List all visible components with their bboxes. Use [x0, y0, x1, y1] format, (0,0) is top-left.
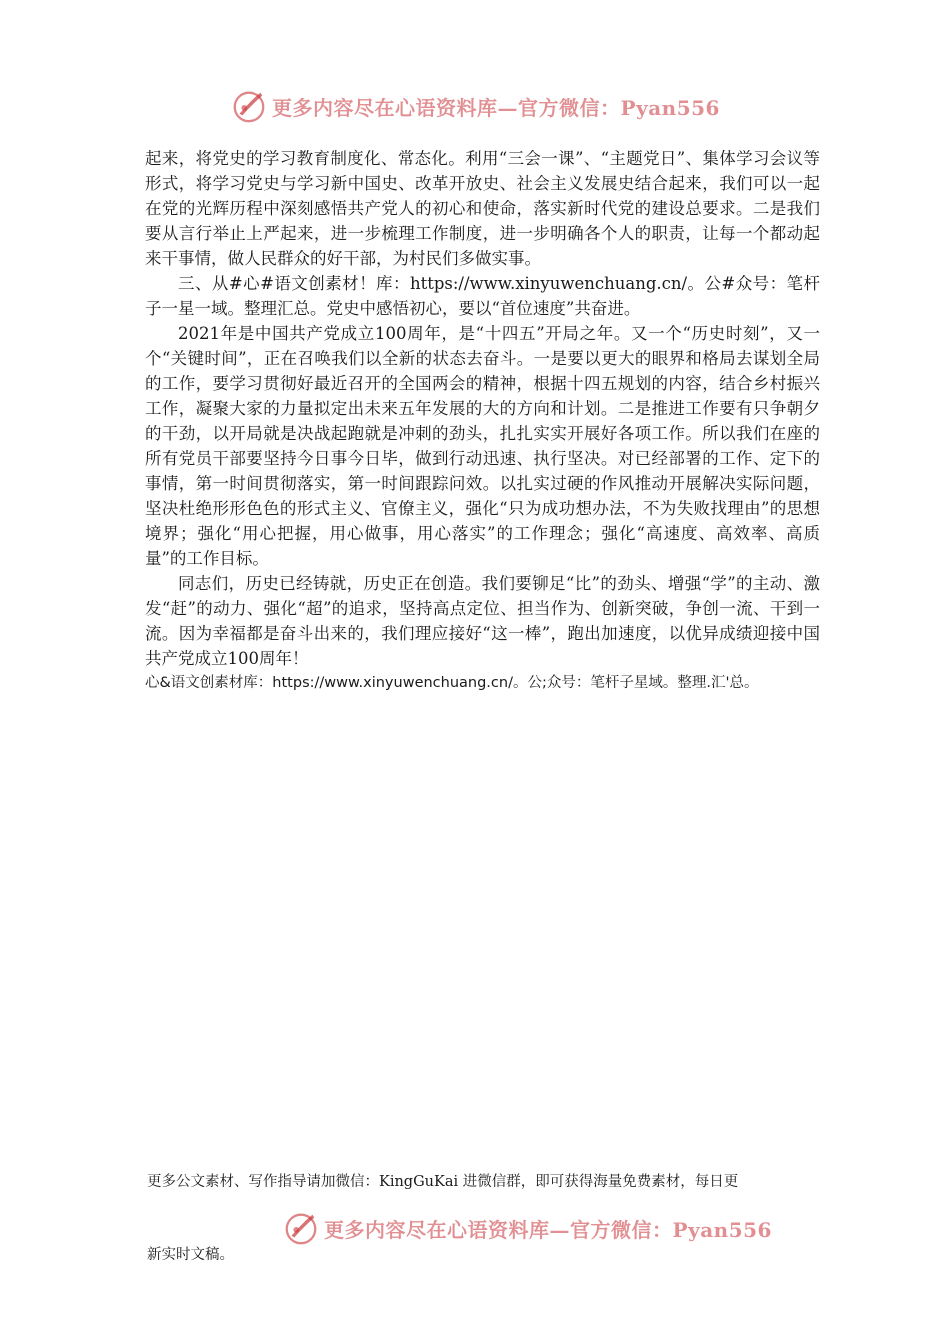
footer-note-line-2: 新实时文稿。: [147, 1247, 234, 1263]
paragraph-2-heading: 三、从#心#语文创素材！库：https://www.xinyuwenchuang.cn/。公#众号：笔杆子一星一域。整理汇总。党史中感悟初心，要以“首位速度”共奋进。: [145, 274, 820, 318]
banner-text: 更多内容尽在心语资料库—官方微信：Pyan556: [324, 1217, 772, 1242]
watermark-source-line: 心&语文创素材库：https://www.xinyuwenchuang.cn/。公;众号：笔杆子星域。整理.汇'总。: [145, 675, 759, 691]
banner-text: 更多内容尽在心语资料库—官方微信：Pyan556: [272, 95, 720, 120]
brush-logo-icon: [282, 1209, 320, 1247]
paragraph-3: 2021年是中国共产党成立100周年，是“十四五”开局之年。又一个“历史时刻”，又一个“关键时间”，正在召唤我们以全新的状态去奋斗。一是要以更大的眼界和格局去谋划全局的工作，要学习贯彻好最近召开的全国两会的精神，根据十四五规划的内容，结合乡村振兴工作，凝聚大家的力量拟定出未来五年发展的大的方向和计划。二是推进工作要有只争朝夕的干劲，以开局就是决战起跑就是冲刺的劲头，扎扎实实开展好各项工作。所以我们在座的所有党员干部要坚持今日事今日毕，做到行动迅速、执行坚决。对已经部署的工作、定下的事情，第一时间贯彻落实，第一时间跟踪问效。以扎实过硬的作风推动开展解决实际问题，坚决杜绝形形色色的形式主义、官僚主义，强化“只为成功想办法，不为失败找理由”的思想境界；强化“用心把握，用心做事，用心落实”的工作理念；强化“高速度、高效率、高质量”的工作目标。: [145, 324, 820, 568]
brush-logo-icon: [230, 87, 268, 125]
document-body: [145, 146, 820, 696]
footer-note-line-1: 更多公文素材、写作指导请加微信：KingGuKai 进微信群，即可获得海量免费素材，每日更: [147, 1174, 739, 1190]
header-banner: [0, 84, 950, 128]
paragraph-1: 起来，将党史的学习教育制度化、常态化。利用“三会一课”、“主题党日”、集体学习会议等形式，将学习党史与学习新中国史、改革开放史、社会主义发展史结合起来，我们可以一起在党的光辉历程中深刻感悟共产党人的初心和使命，落实新时代党的建设总要求。二是我们要从言行举止上严起来，进一步梳理工作制度，进一步明确各个人的职责，让每一个都动起来干事情，做人民群众的好干部，为村民们多做实事。: [145, 149, 820, 268]
paragraph-4: 同志们，历史已经铸就，历史正在创造。我们要铆足“比”的劲头、增强“学”的主动、激发“赶”的动力、强化“超”的追求，坚持高点定位、担当作为、创新突破，争创一流、干到一流。因为幸福都是奋斗出来的，我们理应接好“这一棒”，跑出加速度，以优异成绩迎接中国共产党成立100周年！: [145, 574, 820, 668]
